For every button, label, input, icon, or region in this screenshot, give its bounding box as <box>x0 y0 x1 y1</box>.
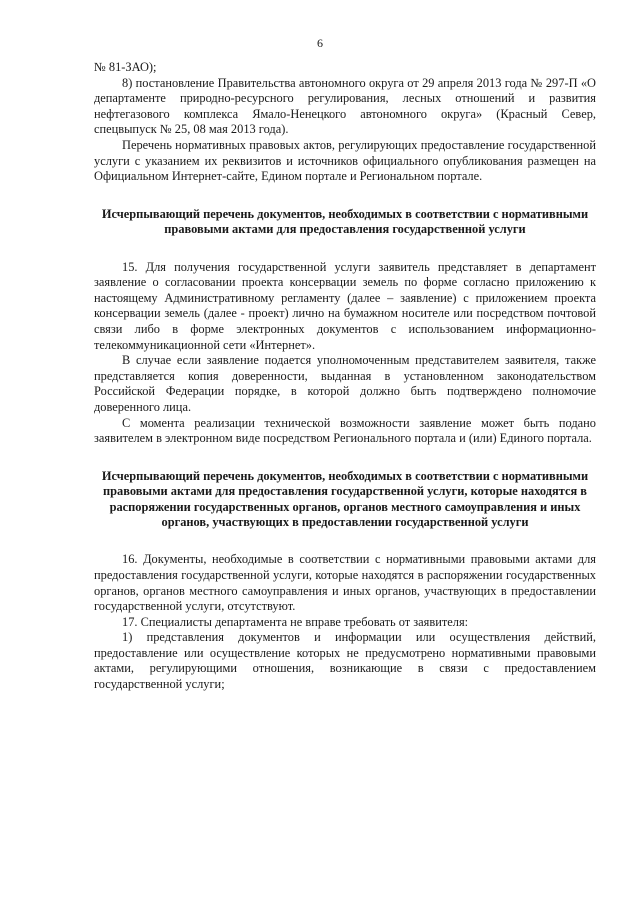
section-heading-documents: Исчерпывающий перечень документов, необходимых в соответствии с нормативными правовыми актами для предоставления государственной услуги <box>101 206 589 237</box>
paragraph-17-item-1: 1) представления документов и информации или осуществления действий, предоставление или осуществление которых не предусмотрено нормативными правовыми актами, регулирующими отношения, возникающие в связи с предоставлением государственной услуги; <box>94 630 596 692</box>
page-number: 6 <box>317 36 323 50</box>
paragraph-acts-list: Перечень нормативных правовых актов, регулирующих предоставление государственной услуги с указанием их реквизитов и источников официального опубликования размещен на Официальном Интернет-сайте, Едином портале и Региональном портале. <box>94 137 596 184</box>
paragraph-representative: В случае если заявление подается уполномоченным представителем заявителя, также представляется копия доверенности, выданная в установленном законодательством Российской Федерации порядке, в которой должно быть подтверждено полномочие доверенного лица. <box>94 353 596 414</box>
section-heading-agency-documents: Исчерпывающий перечень документов, необходимых в соответствии с нормативными правовыми актами для предоставления государственной услуги, которые находятся в распоряжении государственных органов, органов местного самоуправления и иных органов, участвующих в предоставлении государственной услуги <box>101 468 589 529</box>
paragraph-law-ref-end: № 81-ЗАО); <box>94 60 157 74</box>
paragraph-15: 15. Для получения государственной услуги заявитель представляет в департамент заявление о согласовании проекта консервации земель по форме согласно приложению к настоящему Административному регламенту (далее – заявление) с приложением проекта консервации земель (далее - проект) лично на бумажном носителе или посредством почтовой связи либо в форме электронных документов с использованием информационно-телекоммуникационной сети «Интернет». <box>94 259 596 352</box>
paragraph-item-8: 8) постановление Правительства автономного округа от 29 апреля 2013 года № 297-П «О департаменте природно-ресурсного регулирования, лесных отношений и развития нефтегазового комплекса Ямало-Ненецкого автономного округа» (Красный Север, спецвыпуск № 25, 08 мая 2013 года). <box>94 75 596 137</box>
paragraph-16: 16. Документы, необходимые в соответствии с нормативными правовыми актами для предоставления государственной услуги, которые находятся в распоряжении государственных органов, органов местного самоуправления и иных органов, участвующих в предоставлении государственной услуги, отсутствуют. <box>94 552 596 614</box>
paragraph-electronic: С момента реализации технической возможности заявление может быть подано заявителем в электронном виде посредством Регионального портала и (или) Единого портала. <box>94 415 596 446</box>
paragraph-17: 17. Специалисты департамента не вправе требовать от заявителя: <box>122 614 469 629</box>
